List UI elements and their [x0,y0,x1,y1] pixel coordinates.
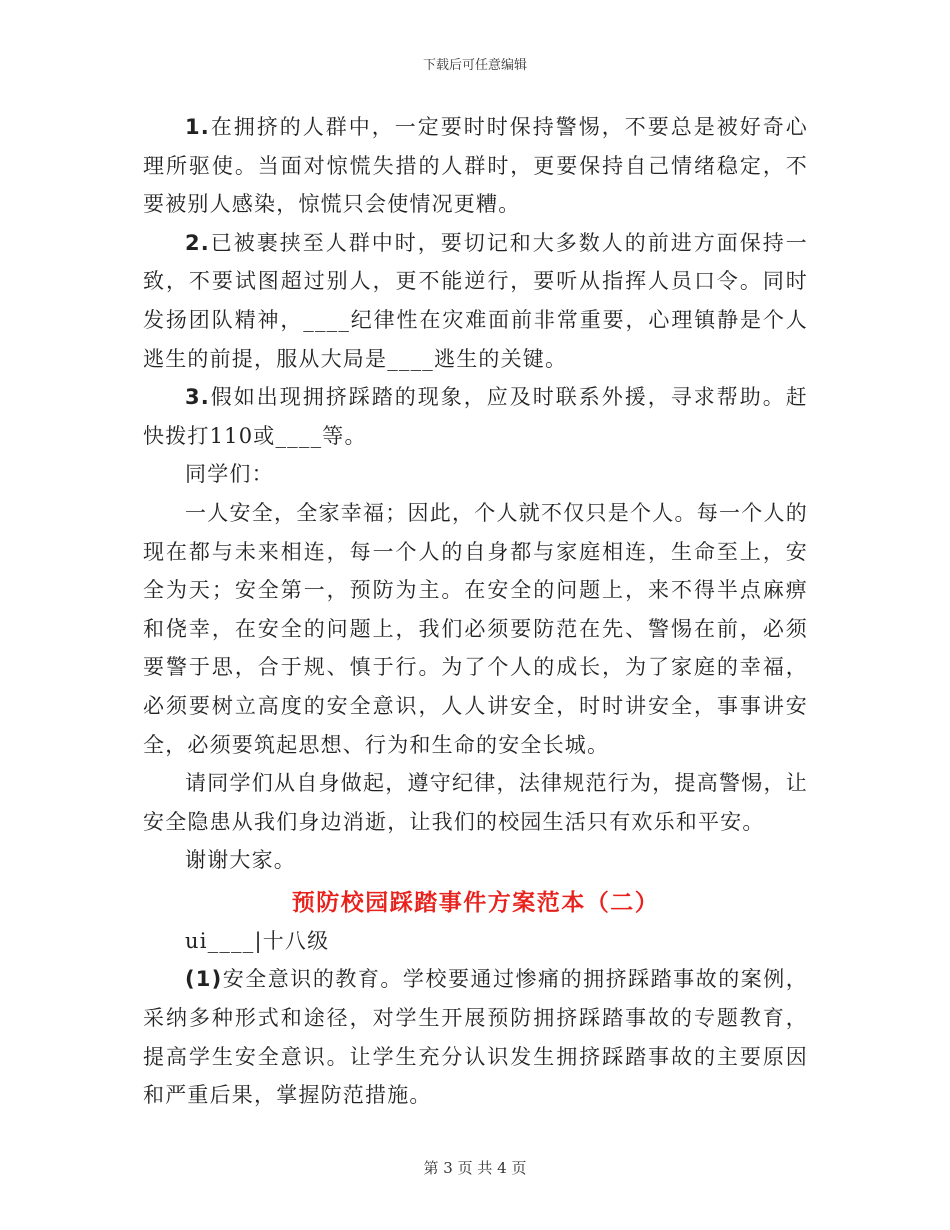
page-footer: 第 3 页 共 4 页 [423,1159,527,1177]
paragraph-text: 谢谢大家。 [185,848,296,873]
paragraph-3 [143,378,808,455]
paragraph-1 [143,108,808,224]
paragraph-text: 在拥挤的人群中，一定要时时保持警惕，不要总是被好奇心理所驱使。当面对惊慌失措的人群时，更要保持自己情绪稳定，不要被别人感染，惊慌只会使情况更糟。 [143,115,808,217]
class-line [143,922,808,961]
paragraph-text: 请同学们从自身做起，遵守纪律，法律规范行为，提高警惕，让安全隐患从我们身边消逝，让我们的校园生活只有欢乐和平安。 [143,771,808,834]
paragraph-appeal [143,764,808,841]
paragraph-text: 假如出现拥挤踩踏的现象，应及时联系外援，寻求帮助。赶快拨打110或____等。 [143,385,808,448]
paragraph-speech-body [143,494,808,764]
paragraph-text: 一人安全，全家幸福；因此，个人就不仅只是个人。每一个人的现在都与未来相连，每一个人的自身都与家庭相连，生命至上，安全为天；安全第一，预防为主。在安全的问题上，来不得半点麻痹和侥幸，在安全的问题上，我们必须要防范在先、警惕在前，必须要警于思，合于规、慎于行。为了个人的成长，为了家庭的幸福，必须要树立高度的安全意识，人人讲安全，时时讲安全，事事讲安全，必须要筑起思想、行为和生命的安全长城。 [143,500,808,757]
section-title: 预防校园踩踏事件方案范本（二） [291,888,660,916]
item-number: 3. [185,385,210,410]
salutation [143,455,808,494]
paragraph-2 [143,224,808,378]
item-number: 1. [185,115,210,139]
paragraph-text: ui____|十八级 [185,928,330,953]
paragraph-text: 安全意识的教育。学校要通过惨痛的拥挤踩踏事故的案例，采纳多种形式和途径，对学生开展预防拥挤踩踏事故的专题教育，提高学生安全意识。让学生充分认识发生拥挤踩踏事故的主要原因和严重后果，掌握防范措施。 [143,967,808,1108]
closing-thanks [143,841,808,880]
document-body [143,108,808,1115]
paragraph-text: 已被裹挟至人群中时，要切记和大多数人的前进方面保持一致，不要试图超过别人，更不能逆行，要听从指挥人员口令。同时发扬团队精神，____纪律性在灾难面前非常重要，心理镇静是个人逃生的前提，服从大局是____逃生的关键。 [143,230,808,371]
paragraph-text: 同学们： [185,462,274,487]
item-number: (1) [185,967,223,992]
item-number: 2. [185,230,210,255]
page-header: 下载后可任意编辑 [422,58,527,73]
paragraph-safety-education [143,960,808,1114]
